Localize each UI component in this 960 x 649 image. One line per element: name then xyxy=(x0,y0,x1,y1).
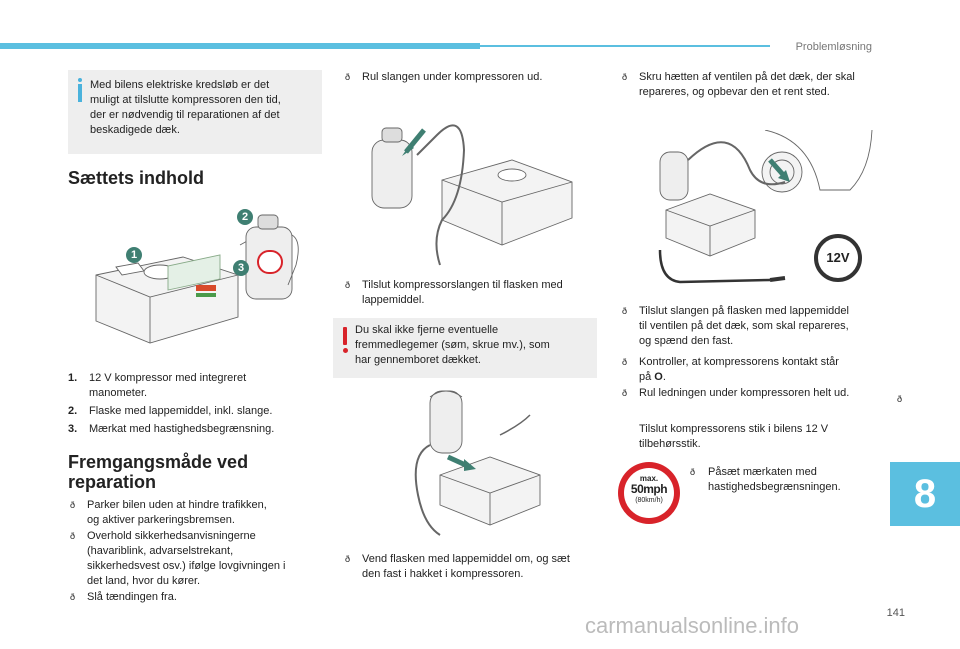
bullet-icon xyxy=(345,552,350,567)
right-step-line: hastighedsbegrænsningen. xyxy=(708,481,841,493)
bullet-icon xyxy=(70,590,75,605)
right-step-text: på xyxy=(639,371,655,383)
info-line: muligt at tilslutte kompressoren den tid, xyxy=(90,94,281,106)
watermark: carmanualsonline.info xyxy=(585,613,800,638)
kit-item xyxy=(89,371,246,401)
procedure-title-line: Fremgangsmåde ved xyxy=(68,452,249,472)
info-line: Med bilens elektriske kredsløb er det xyxy=(90,79,270,91)
bullet-icon xyxy=(622,70,627,85)
kit-item: Flaske med lappemiddel, inkl. slange. xyxy=(89,405,273,417)
bullet-icon xyxy=(345,278,350,293)
kit-item-number: 3. xyxy=(68,423,78,435)
callout-2: 2 xyxy=(241,211,249,223)
procedure-step-line: det land, hvor du kører. xyxy=(87,575,201,587)
procedure-step-line: Overhold sikkerhedsanvisningerne xyxy=(87,530,256,542)
procedure-step-line: Parker bilen uden at hindre trafikken, xyxy=(87,499,267,511)
middle-step-line: Vend flasken med lappemiddel om, og sæt xyxy=(362,553,570,565)
kit-title: Sættets indhold xyxy=(68,168,204,188)
right-step-line: Tilslut slangen på flasken med lappemiddel xyxy=(639,305,849,317)
info-box xyxy=(68,70,322,154)
top-accent-line xyxy=(480,45,770,47)
top-accent-bar xyxy=(0,43,480,49)
speed-limit-sign xyxy=(618,462,680,524)
right-step xyxy=(639,304,849,349)
warning-box xyxy=(333,318,597,378)
warning-line: har gennemboret dækket. xyxy=(355,354,481,366)
info-line: der er nødvendig til reparationen af det xyxy=(90,109,280,121)
page-number: 141 xyxy=(886,607,905,619)
middle-step: Rul slangen under kompressoren ud. xyxy=(362,71,543,83)
right-step xyxy=(639,422,828,452)
middle-step-line: lappemiddel. xyxy=(362,294,425,306)
procedure-title-line: reparation xyxy=(68,472,157,492)
sign-speed: 50mph xyxy=(630,482,668,496)
bullet-icon xyxy=(70,498,75,513)
right-step-line: Tilslut kompressorens stik i bilens 12 V xyxy=(639,423,829,435)
valve-illustration xyxy=(620,130,875,290)
info-line: beskadigede dæk. xyxy=(90,124,180,136)
kit-item-line: 12 V kompressor med integreret xyxy=(89,372,247,384)
bullet-icon xyxy=(70,529,75,544)
right-step-text: . xyxy=(662,371,666,383)
right-step-line: Kontroller, at kompressorens kontakt står xyxy=(639,356,839,368)
warning-line: fremmedlegemer (søm, skrue mv.), som xyxy=(355,339,550,351)
right-step-line xyxy=(639,370,839,385)
middle-step xyxy=(362,278,563,308)
sign-kmh: (80km/h) xyxy=(635,497,663,504)
sign-max: max. xyxy=(639,474,659,483)
middle-step-line: Tilslut kompressorslangen til flasken med xyxy=(362,279,563,291)
callout-3: 3 xyxy=(237,262,245,274)
procedure-step: Slå tændingen fra. xyxy=(87,591,177,603)
right-step: Rul ledningen under kompressoren helt ud. xyxy=(639,387,850,399)
kit-item-number: 2. xyxy=(68,405,78,417)
hose-illustration xyxy=(362,110,587,270)
warning-icon xyxy=(342,327,348,355)
middle-step xyxy=(362,552,570,582)
procedure-title xyxy=(68,452,248,492)
right-step-line: tilbehørsstik. xyxy=(639,438,701,450)
callout-1: 1 xyxy=(130,249,138,261)
right-step xyxy=(708,465,841,495)
right-step-line: repareres, og opbevar den et rent sted. xyxy=(639,86,830,98)
kit-item: Mærkat med hastighedsbegrænsning. xyxy=(89,423,275,435)
kit-item-line: manometer. xyxy=(89,387,148,399)
right-step xyxy=(639,70,855,100)
warning-line: Du skal ikke fjerne eventuelle xyxy=(355,324,499,336)
info-icon xyxy=(78,78,82,106)
bullet-icon xyxy=(345,70,350,85)
chapter-tab: 8 xyxy=(890,462,960,526)
switch-position: O xyxy=(654,371,663,383)
bullet-icon xyxy=(690,465,695,480)
plug-label: 12V xyxy=(826,250,850,265)
bullet-icon xyxy=(622,386,627,401)
section-header: Problemløsning xyxy=(795,41,872,53)
middle-step-line: den fast i hakket i kompressoren. xyxy=(362,568,524,580)
bullet-icon xyxy=(897,392,902,407)
right-step-line: til ventilen på det dæk, som skal repareres, xyxy=(639,320,849,332)
right-step-line: Påsæt mærkaten med xyxy=(708,466,817,478)
procedure-step-line: (havariblink, advarselstrekant, xyxy=(87,545,234,557)
procedure-step xyxy=(87,498,267,528)
kit-item-number: 1. xyxy=(68,372,78,384)
kit-illustration xyxy=(88,205,303,350)
bullet-icon xyxy=(622,304,627,319)
procedure-step-line: sikkerhedsvest osv.) ifølge lovgivningen i xyxy=(87,560,286,572)
right-step-line: Skru hætten af ventilen på det dæk, der skal xyxy=(639,71,855,83)
right-step xyxy=(639,355,839,385)
right-step-line: og spænd den fast. xyxy=(639,335,734,347)
procedure-step-line: og aktiver parkeringsbremsen. xyxy=(87,514,235,526)
bottle-illustration xyxy=(400,385,550,545)
bullet-icon xyxy=(622,355,627,370)
procedure-step xyxy=(87,529,286,589)
